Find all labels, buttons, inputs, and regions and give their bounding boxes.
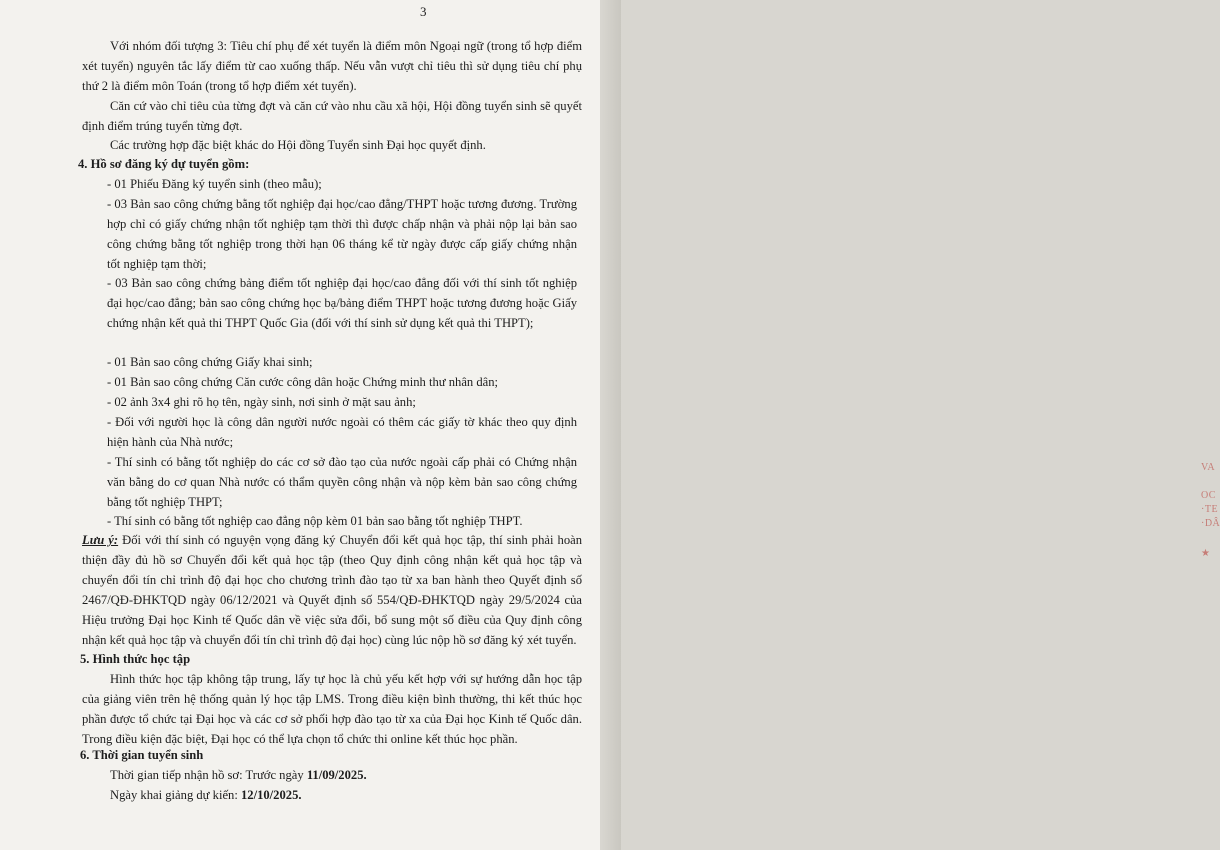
opening-date [110,786,580,806]
bleed-through-mark: ★ [1201,548,1211,559]
bleed-through-mark: ·TE [1201,504,1219,515]
list-item: - Đối với người học là công dân người nước ngoài có thêm các giấy tờ khác theo quy định hiện hành của Nhà nước; [107,415,577,449]
list-item: - 01 Phiếu Đăng ký tuyển sinh (theo mẫu); [107,177,322,191]
list-item: - Thí sinh có bằng tốt nghiệp cao đẳng nộp kèm 01 bản sao bằng tốt nghiệp THPT. [107,514,523,528]
list-item: - 03 Bản sao công chứng bằng tốt nghiệp đại học/cao đẳng/THPT hoặc tương đương. Trường hợp chỉ có giấy chứng nhận tốt nghiệp tạm thời thì được chấp nhận và phải nộp lại bản sao công chứng bằng tốt nghiệp trong thời hạn 06 tháng kể từ ngày được cấp giấy chứng nhận tốt nghiệp tạm thời; [107,197,577,271]
note-paragraph [82,531,582,650]
bleed-through-mark: ·DÂ [1201,518,1220,529]
note-label: Lưu ý: [82,533,119,547]
document-page [0,0,600,850]
list-item: - Thí sinh có bằng tốt nghiệp do các cơ sở đào tạo của nước ngoài cấp phải có Chứng nhận văn bằng do cơ quan Nhà nước có thẩm quyền công nhận và nộp kèm bản sao công chứng bằng tốt nghiệp THPT; [107,455,577,509]
start-label: Ngày khai giảng dự kiến: [110,788,241,802]
section-6-heading: 6. Thời gian tuyển sinh [80,748,204,762]
receive-label: Thời gian tiếp nhận hồ sơ: Trước ngày [110,768,307,782]
page-number: 3 [420,4,427,19]
start-date: 12/10/2025. [241,788,302,802]
bleed-through-mark: VA [1201,462,1216,473]
note-text: Đối với thí sinh có nguyện vọng đăng ký Chuyển đổi kết quả học tập, thí sinh phải hoàn thiện đầy đủ hồ sơ Chuyển đổi kết quả học tập (theo Quy định công nhận kết quả học tập và chuyển đổi tín chỉ trình độ đại học cho chương trình đào tạo từ xa ban hành theo Quyết định số 2467/QĐ-ĐHKTQD ngày 06/12/2021 và Quyết định số 554/QĐ-ĐHKTQD ngày 29/5/2024 của Hiệu trưởng Đại học Kinh tế Quốc dân về việc sửa đổi, bổ sung một số điều của Quy định công nhận kết quả học tập và chuyển đổi tín chỉ trình độ đại học) cùng lúc nộp hồ sơ đăng ký xét tuyển. [82,533,582,647]
receive-deadline [110,766,580,786]
section-5-heading: 5. Hình thức học tập [80,652,191,666]
list-item: - 03 Bản sao công chứng bảng điểm tốt nghiệp đại học/cao đẳng đối với thí sinh tốt nghiệp đại học/cao đẳng; bản sao công chứng học bạ/bảng điểm THPT hoặc tương đương hoặc Giấy chứng nhận kết quả thi THPT Quốc Gia (đối với thí sinh sử dụng kết quả thi THPT); [107,276,577,330]
section-4-heading: 4. Hồ sơ đăng ký dự tuyển gồm: [78,157,250,171]
next-page-edge [600,0,1220,850]
paragraph-special-cases: Các trường hợp đặc biệt khác do Hội đồng Tuyển sinh Đại học quyết định. [110,138,486,152]
paragraph-criteria: Với nhóm đối tượng 3: Tiêu chí phụ để xét tuyển là điểm môn Ngoại ngữ (trong tổ hợp điểm xét tuyển) nguyên tắc lấy điểm từ cao xuống thấp. Nếu vẫn vượt chỉ tiêu thì sử dụng tiêu chí phụ thứ 2 là điểm môn Toán (trong tổ hợp điểm xét tuyển). [82,39,582,93]
receive-date: 11/09/2025. [306,768,367,782]
bleed-through-mark: OC [1201,490,1216,501]
paragraph-quota: Căn cứ vào chỉ tiêu của từng đợt và căn cứ vào nhu cầu xã hội, Hội đồng tuyển sinh sẽ quyết định điểm trúng tuyển từng đợt. [82,99,582,133]
list-item: - 02 ảnh 3x4 ghi rõ họ tên, ngày sinh, nơi sinh ở mặt sau ảnh; [107,395,416,409]
list-item: - 01 Bản sao công chứng Căn cước công dân hoặc Chứng minh thư nhân dân; [107,375,499,389]
section-5-text: Hình thức học tập không tập trung, lấy tự học là chủ yếu kết hợp với sự hướng dẫn học tập của giảng viên trên hệ thống quản lý học tập LMS. Trong điều kiện bình thường, thi kết thúc học phần được tổ chức tại Đại học và các cơ sở phối hợp đào tạo từ xa của Đại học Kinh tế Quốc dân. Trong điều kiện đặc biệt, Đại học có thể lựa chọn tổ chức thi online kết thúc học phần. [82,672,582,746]
list-item: - 01 Bản sao công chứng Giấy khai sinh; [107,355,313,369]
